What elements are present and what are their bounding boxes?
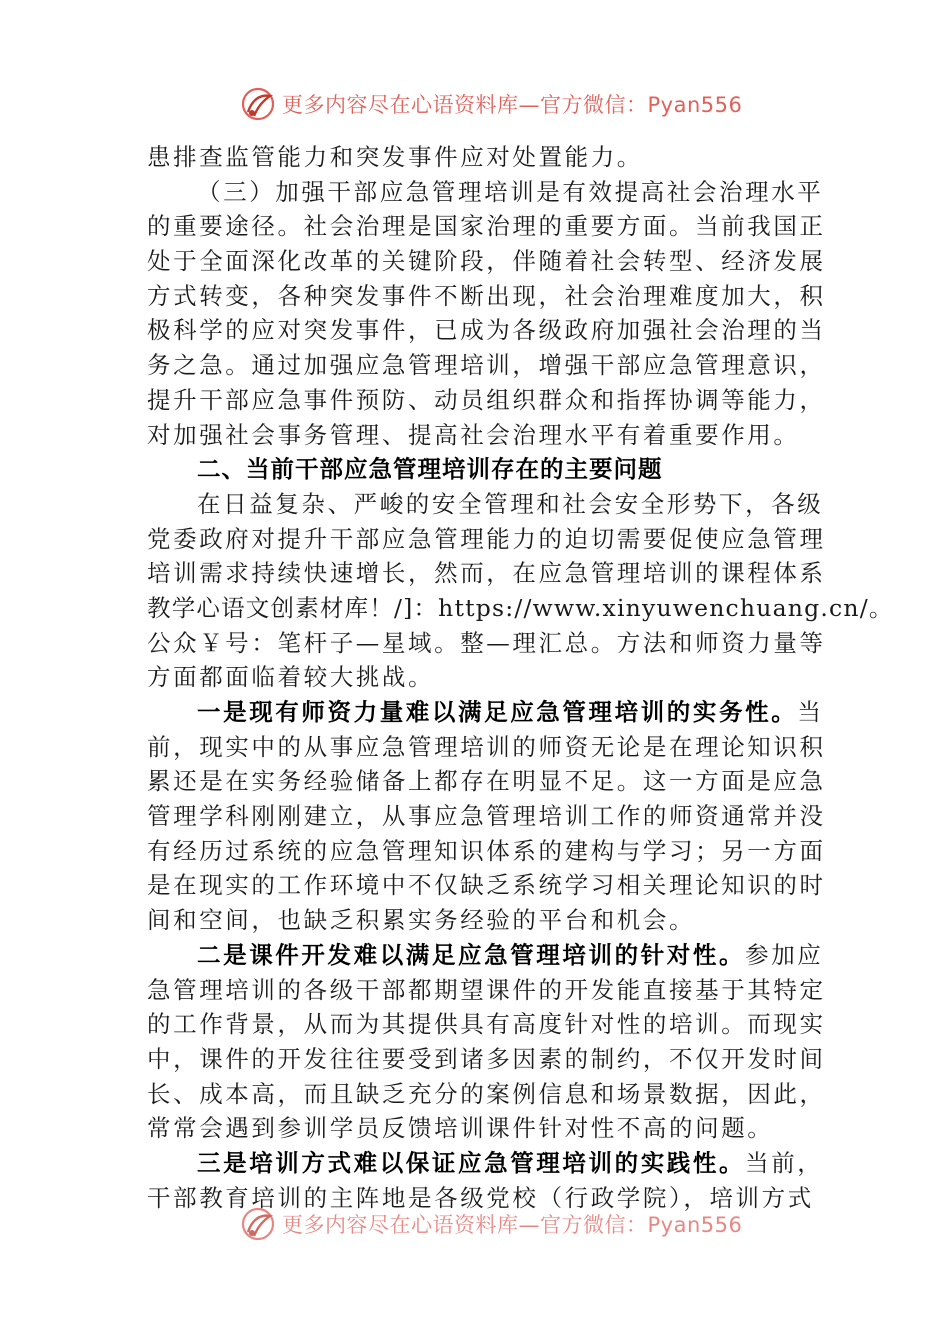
text-line: 公众￥号：笔杆子—星域。整—理汇总。方法和师资力量等 (147, 628, 826, 657)
brand-logo-icon (240, 86, 276, 122)
text-line: 管理学科刚刚建立，从事应急管理培训工作的师资通常并没 (147, 802, 826, 831)
text-line: 中，课件的开发往往要受到诸多因素的制约，不仅开发时间 (147, 1044, 826, 1073)
document-body (147, 140, 894, 1215)
text-line: 前，现实中的从事应急管理培训的师资无论是在理论知识积 (147, 732, 826, 761)
text-line: 对加强社会事务管理、提高社会治理水平有着重要作用。 (147, 420, 800, 449)
text-line: 极科学的应对突发事件，已成为各级政府加强社会治理的当 (147, 316, 826, 345)
text-line: 方面都面临着较大挑战。 (147, 663, 435, 692)
text-line: 的重要途径。社会治理是国家治理的重要方面。当前我国正 (147, 212, 826, 241)
header-watermark-text: 更多内容尽在心语资料库—官方微信：Pyan556 (282, 93, 743, 117)
header-watermark (240, 84, 742, 124)
text-line: 处于全面深化改革的关键阶段，伴随着社会转型、经济发展 (147, 247, 826, 276)
point-title: 二是课件开发难以满足应急管理培训的针对性。 (197, 940, 746, 969)
point-lead-line (147, 1146, 824, 1181)
point-rest: 当前， (745, 1148, 824, 1177)
point-lead-line (147, 695, 824, 730)
point-title: 一是现有师资力量难以满足应急管理培训的实务性。 (197, 698, 798, 726)
text-line: 务之急。通过加强应急管理培训，增强干部应急管理意识， (147, 351, 826, 380)
text-line: 常常会遇到参训学员反馈培训课件针对性不高的问题。 (147, 1114, 774, 1143)
text-line: 间和空间，也缺乏积累实务经验的平台和机会。 (147, 906, 696, 935)
text-line: 培训需求持续快速增长，然而，在应急管理培训的课程体系 (147, 559, 826, 588)
point-lead-line (147, 938, 824, 973)
section-lead-line: （三）加强干部应急管理培训是有效提高社会治理水平 (197, 177, 824, 206)
text-line: 党委政府对提升干部应急管理能力的迫切需要促使应急管理 (147, 524, 826, 553)
footer-watermark-text: 更多内容尽在心语资料库—官方微信：Pyan556 (282, 1213, 743, 1237)
text-line: 急管理培训的各级干部都期望课件的开发能直接基于其特定 (147, 975, 826, 1004)
text-line: 的工作背景，从而为其提供具有高度针对性的培训。而现实 (147, 1010, 826, 1039)
brand-logo-icon (240, 1206, 276, 1242)
text-line: 患排查监管能力和突发事件应对处置能力。 (147, 143, 643, 171)
text-line: 长、成本高，而且缺乏充分的案例信息和场景数据，因此， (147, 1079, 826, 1108)
point-title: 三是培训方式难以保证应急管理培训的实践性。 (197, 1148, 746, 1177)
text-line: 累还是在实务经验储备上都存在明显不足。这一方面是应急 (147, 767, 826, 796)
footer-watermark (240, 1206, 742, 1242)
text-line: 提升干部应急事件预防、动员组织群众和指挥协调等能力， (147, 385, 826, 414)
text-line: 在日益复杂、严峻的安全管理和社会安全形势下，各级 (197, 489, 824, 518)
text-line: 是在现实的工作环境中不仅缺乏系统学习相关理论知识的时 (147, 871, 826, 900)
section-heading: 二、当前干部应急管理培训存在的主要问题 (197, 455, 663, 484)
point-rest: 参加应 (745, 940, 824, 969)
text-line: 有经历过系统的应急管理知识体系的建构与学习；另一方面 (147, 836, 826, 865)
text-line-with-url: 教学心语文创素材库！/]：https://www.xinyuwenchuang.cn/。 (147, 593, 894, 622)
text-line: 干部教育培训的主阵地是各级党校（行政学院），培训方式 (147, 1183, 814, 1212)
text-line: 方式转变，各种突发事件不断出现，社会治理难度加大，积 (147, 281, 826, 310)
point-rest: 当 (797, 698, 824, 726)
